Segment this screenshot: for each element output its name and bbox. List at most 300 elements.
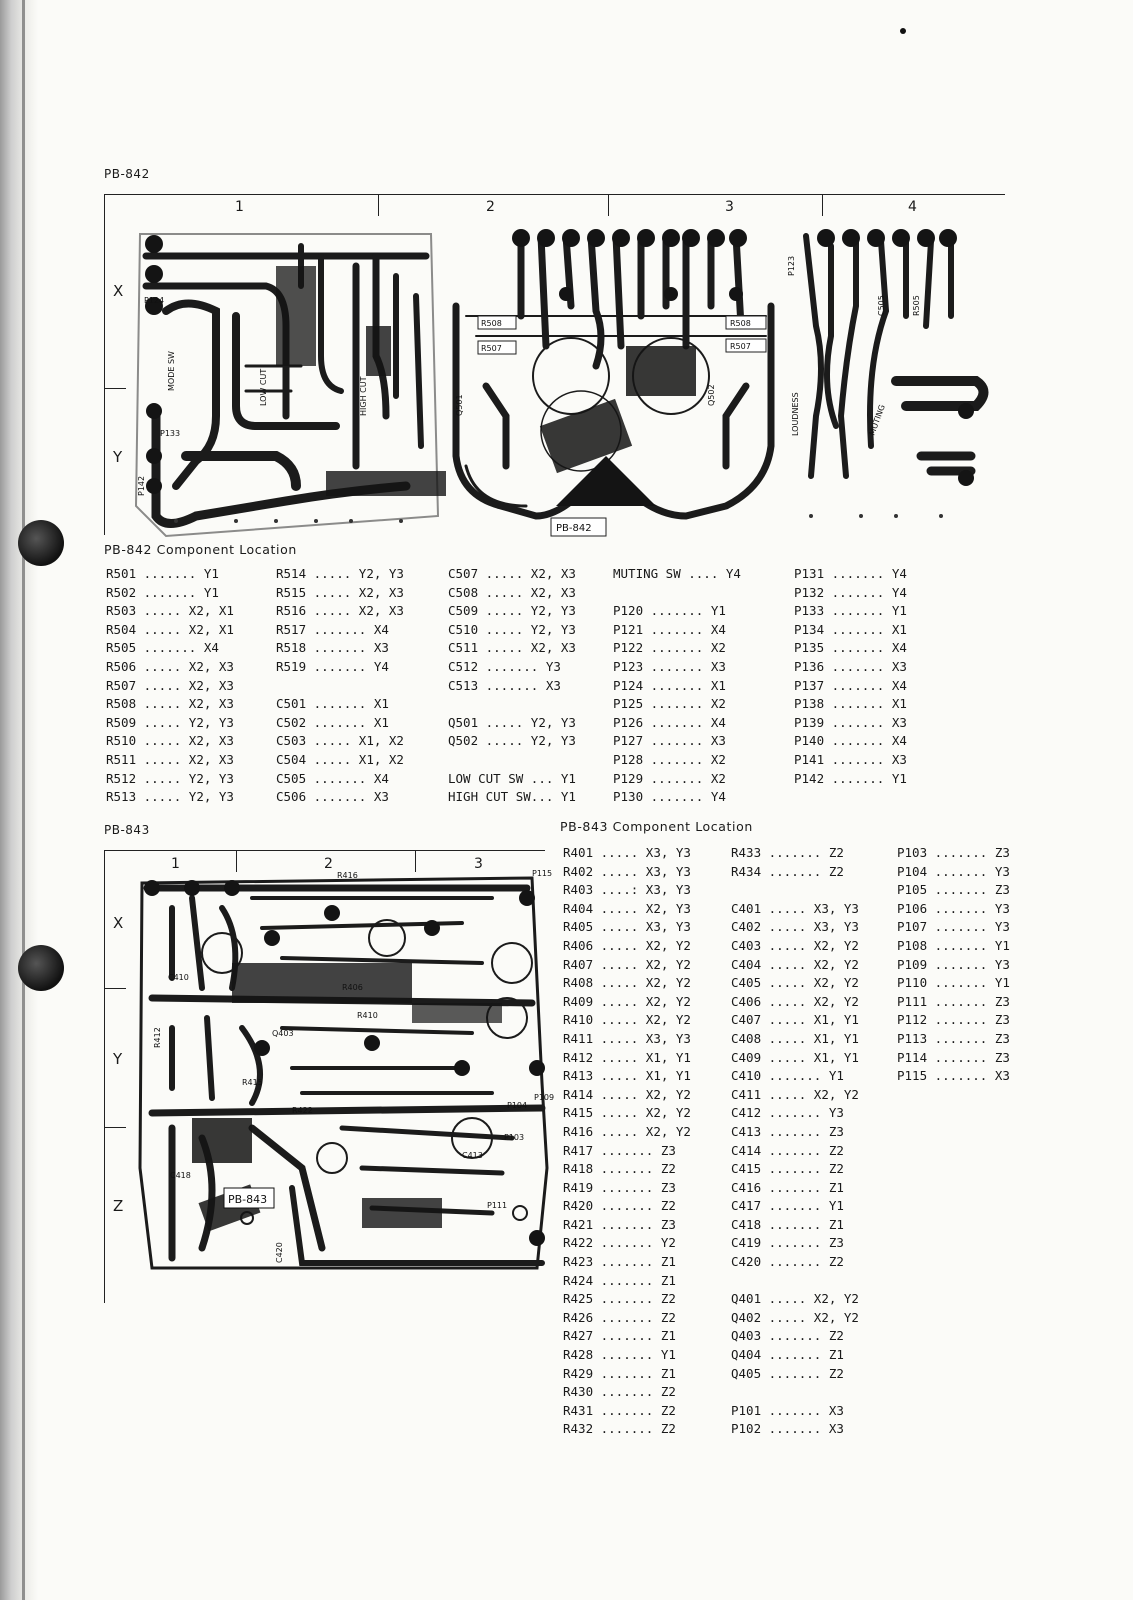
location-entry bbox=[276, 751, 404, 770]
pb842-col-3: 3 bbox=[725, 199, 734, 215]
part-ref: R428 bbox=[563, 1347, 594, 1363]
grid-location: Z2 bbox=[828, 1365, 844, 1381]
pb843-row-x: X bbox=[113, 914, 124, 932]
part-ref: C401 bbox=[731, 900, 762, 916]
location-entry bbox=[613, 602, 741, 621]
location-gap bbox=[448, 751, 576, 770]
part-ref: P125 bbox=[613, 696, 644, 712]
leader-dots: ....... bbox=[761, 845, 829, 860]
part-ref: R414 bbox=[563, 1086, 594, 1102]
part-ref: R513 bbox=[106, 789, 137, 805]
part-ref: C405 bbox=[731, 975, 762, 991]
location-entry bbox=[563, 974, 691, 993]
location-entry bbox=[613, 770, 741, 789]
grid-location: X4 bbox=[710, 714, 726, 730]
location-entry bbox=[731, 937, 859, 956]
grid-location: X4 bbox=[710, 621, 726, 637]
grid-location: X2, Y2 bbox=[813, 993, 859, 1009]
leader-dots: ....... bbox=[927, 882, 995, 898]
location-entry bbox=[731, 1030, 859, 1049]
part-ref: R518 bbox=[276, 640, 307, 656]
grid-location: X2, Y2 bbox=[645, 1105, 691, 1121]
grid-location: X1, Y1 bbox=[813, 1012, 859, 1028]
grid-location: X2, Y2 bbox=[813, 937, 859, 953]
grid-location: X3 bbox=[828, 1402, 844, 1418]
leader-dots: ....... bbox=[824, 677, 892, 693]
leader-dots: ....... bbox=[593, 1384, 661, 1400]
location-entry bbox=[613, 639, 741, 658]
pb842-col-1: 1 bbox=[235, 199, 244, 215]
grid-location: Z2 bbox=[660, 1384, 676, 1400]
part-ref: P142 bbox=[794, 770, 825, 786]
grid-location: Z3 bbox=[994, 882, 1010, 898]
location-entry bbox=[563, 1067, 691, 1086]
location-entry bbox=[731, 1309, 859, 1328]
pb842-col-2: 2 bbox=[486, 199, 495, 215]
location-entry bbox=[563, 1253, 691, 1272]
grid-location: X3, Y3 bbox=[813, 900, 859, 916]
location-entry bbox=[448, 770, 576, 789]
leader-dots: ..... bbox=[593, 993, 646, 1009]
leader-dots: ....... bbox=[824, 566, 892, 581]
grid-location: X2, X3 bbox=[530, 566, 576, 581]
leader-dots: ..... bbox=[761, 1049, 814, 1065]
part-ref: P128 bbox=[613, 751, 644, 767]
part-ref: C501 bbox=[276, 696, 307, 712]
location-entry bbox=[731, 863, 859, 882]
grid-location: X3 bbox=[545, 677, 561, 693]
part-ref: R431 bbox=[563, 1402, 594, 1418]
location-entry bbox=[794, 658, 907, 677]
location-entry bbox=[731, 1142, 859, 1161]
part-ref: P107 bbox=[897, 919, 928, 935]
part-ref: P133 bbox=[794, 603, 825, 619]
grid-location: X1, Y1 bbox=[645, 1049, 691, 1065]
location-entry bbox=[563, 844, 691, 863]
leader-dots: ....... bbox=[643, 733, 711, 749]
leader-dots: ....... bbox=[927, 863, 995, 879]
part-ref: R401 bbox=[563, 845, 594, 860]
leader-dots: ....... bbox=[761, 1161, 829, 1177]
location-entry bbox=[794, 565, 907, 584]
grid-location: Z1 bbox=[828, 1216, 844, 1232]
part-ref: P115 bbox=[897, 1068, 928, 1084]
leader-dots: ....... bbox=[927, 1068, 995, 1084]
grid-location: Z3 bbox=[660, 1216, 676, 1232]
location-entry bbox=[794, 714, 907, 733]
punch-hole bbox=[18, 520, 64, 566]
location-entry bbox=[897, 993, 1010, 1012]
part-ref: R504 bbox=[106, 621, 137, 637]
location-entry bbox=[794, 621, 907, 640]
leader-dots: ..... bbox=[761, 975, 814, 991]
part-ref: P131 bbox=[794, 566, 825, 581]
location-gap bbox=[731, 1383, 859, 1402]
grid-location: X4 bbox=[373, 621, 389, 637]
silk-r415: R415 bbox=[242, 1078, 263, 1087]
pb842-col-divider bbox=[378, 194, 379, 216]
leader-dots: ....... bbox=[761, 1198, 829, 1214]
location-entry bbox=[613, 621, 741, 640]
part-ref: C413 bbox=[731, 1123, 762, 1139]
location-entry bbox=[106, 584, 234, 603]
part-ref: R430 bbox=[563, 1384, 594, 1400]
grid-location: Y4 bbox=[710, 789, 726, 805]
location-entry bbox=[731, 1234, 859, 1253]
leader-dots: ..... bbox=[761, 1291, 814, 1307]
leader-dots: ..... bbox=[306, 751, 359, 767]
part-ref: R416 bbox=[563, 1123, 594, 1139]
leader-dots: ..... bbox=[478, 714, 531, 730]
binding-edge bbox=[0, 0, 38, 1600]
leader-dots: ....... bbox=[927, 956, 995, 972]
grid-location: Y1 bbox=[994, 975, 1010, 991]
silk-loudness: LOUDNESS bbox=[791, 392, 800, 436]
grid-location: Y4 bbox=[373, 658, 389, 674]
location-entry bbox=[731, 1253, 859, 1272]
location-entry bbox=[731, 1402, 859, 1421]
location-entry bbox=[613, 788, 741, 807]
grid-location: X2, X3 bbox=[358, 584, 404, 600]
leader-dots: ....... bbox=[306, 658, 374, 674]
leader-dots: ....... bbox=[927, 975, 995, 991]
part-ref: C412 bbox=[731, 1105, 762, 1121]
location-gap bbox=[731, 1272, 859, 1291]
grid-location: X2, X3 bbox=[188, 733, 234, 749]
location-entry bbox=[563, 1327, 691, 1346]
silk-c413: C413 bbox=[462, 1151, 483, 1160]
grid-location: Y2, Y3 bbox=[188, 770, 234, 786]
part-ref: C507 bbox=[448, 566, 479, 581]
part-ref: R519 bbox=[276, 658, 307, 674]
part-ref: R419 bbox=[563, 1179, 594, 1195]
part-ref: P109 bbox=[897, 956, 928, 972]
part-ref: R403 bbox=[563, 882, 594, 898]
location-entry bbox=[563, 993, 691, 1012]
grid-location: X2, X3 bbox=[188, 677, 234, 693]
location-entry bbox=[276, 639, 404, 658]
leader-dots: ..... bbox=[478, 621, 531, 637]
part-ref: R412 bbox=[563, 1049, 594, 1065]
location-entry bbox=[794, 770, 907, 789]
location-entry bbox=[448, 639, 576, 658]
leader-dots: ....... bbox=[927, 937, 995, 953]
location-entry bbox=[897, 900, 1010, 919]
leader-dots: ....... bbox=[306, 714, 374, 730]
leader-dots: ....... bbox=[306, 789, 374, 805]
leader-dots: ....... bbox=[824, 603, 892, 619]
part-ref: P121 bbox=[613, 621, 644, 637]
location-entry bbox=[448, 714, 576, 733]
part-ref: C504 bbox=[276, 751, 307, 767]
location-entry bbox=[731, 1216, 859, 1235]
location-entry bbox=[731, 1067, 859, 1086]
grid-location: X4 bbox=[373, 770, 389, 786]
location-entry bbox=[106, 732, 234, 751]
grid-location: Z3 bbox=[994, 993, 1010, 1009]
location-entry bbox=[276, 602, 404, 621]
part-ref: P132 bbox=[794, 584, 825, 600]
grid-location: Z2 bbox=[828, 1142, 844, 1158]
part-ref: P103 bbox=[897, 845, 928, 860]
grid-location: X2, Y2 bbox=[645, 956, 691, 972]
part-ref: P134 bbox=[794, 621, 825, 637]
part-ref: R433 bbox=[731, 845, 762, 860]
part-ref: P124 bbox=[613, 677, 644, 693]
grid-location: X3, Y3 bbox=[645, 845, 691, 860]
part-ref: R514 bbox=[276, 566, 307, 581]
leader-dots: ..... bbox=[761, 937, 814, 953]
leader-dots: ....... bbox=[643, 603, 711, 619]
part-ref: C402 bbox=[731, 919, 762, 935]
part-ref: Q501 bbox=[448, 714, 479, 730]
leader-dots: ....... bbox=[593, 1347, 661, 1363]
location-entry bbox=[276, 584, 404, 603]
leader-dots: ..... bbox=[478, 566, 531, 581]
leader-dots: ....... bbox=[761, 1068, 829, 1084]
pb842-loc-col-5 bbox=[794, 565, 907, 788]
location-entry bbox=[731, 844, 859, 863]
grid-location: Z2 bbox=[660, 1291, 676, 1307]
leader-dots: ....... bbox=[927, 1030, 995, 1046]
leader-dots: ..... bbox=[593, 900, 646, 916]
grid-location: Y2, Y3 bbox=[530, 714, 576, 730]
silk-r505: R505 bbox=[912, 295, 921, 316]
part-ref: C512 bbox=[448, 658, 479, 674]
location-entry bbox=[613, 714, 741, 733]
grid-location: Z3 bbox=[994, 845, 1010, 860]
part-ref: Q403 bbox=[731, 1328, 762, 1344]
grid-location: X2, Y2 bbox=[645, 975, 691, 991]
pb842-label: PB-842 bbox=[104, 167, 150, 181]
location-entry bbox=[563, 1104, 691, 1123]
grid-location: X4 bbox=[891, 733, 907, 749]
part-ref: P110 bbox=[897, 975, 928, 991]
grid-location: X3 bbox=[994, 1068, 1010, 1084]
leader-dots: ..... bbox=[306, 733, 359, 749]
silk-muting: MUTING bbox=[867, 403, 887, 437]
leader-dots: ....... bbox=[824, 621, 892, 637]
leader-dots: ....... bbox=[643, 714, 711, 730]
location-entry bbox=[794, 732, 907, 751]
leader-dots: ..... bbox=[136, 751, 189, 767]
silk-p103: P103 bbox=[504, 1133, 525, 1142]
part-ref: P113 bbox=[897, 1030, 928, 1046]
location-entry bbox=[276, 658, 404, 677]
part-ref: P112 bbox=[897, 1012, 928, 1028]
grid-location: Y1 bbox=[203, 566, 219, 581]
part-ref: C414 bbox=[731, 1142, 762, 1158]
location-entry bbox=[448, 788, 576, 807]
part-ref: Q405 bbox=[731, 1365, 762, 1381]
silk-low-cut: LOW CUT bbox=[259, 368, 268, 406]
pb843-col-1: 1 bbox=[171, 856, 180, 872]
location-gap bbox=[731, 881, 859, 900]
leader-dots: ..... bbox=[593, 1068, 646, 1084]
part-ref: R434 bbox=[731, 863, 762, 879]
part-ref: P108 bbox=[897, 937, 928, 953]
part-ref: C508 bbox=[448, 584, 479, 600]
silk-r507-right: R507 bbox=[730, 342, 751, 351]
location-gap bbox=[448, 695, 576, 714]
part-ref: R427 bbox=[563, 1328, 594, 1344]
leader-dots: ..... bbox=[761, 1309, 814, 1325]
grid-location: X1, Y1 bbox=[813, 1049, 859, 1065]
part-ref: R421 bbox=[563, 1216, 594, 1232]
part-ref: R405 bbox=[563, 919, 594, 935]
leader-dots: ....... bbox=[761, 1421, 829, 1437]
location-entry bbox=[897, 1049, 1010, 1068]
leader-dots: ....... bbox=[643, 621, 711, 637]
location-entry bbox=[106, 602, 234, 621]
leader-dots: ....... bbox=[643, 640, 711, 656]
silk-r508-left: R508 bbox=[481, 319, 502, 328]
grid-location: X2, X1 bbox=[188, 621, 234, 637]
leader-dots: ....... bbox=[643, 658, 711, 674]
location-entry bbox=[448, 732, 576, 751]
part-ref: R516 bbox=[276, 603, 307, 619]
grid-location: Z2 bbox=[660, 1421, 676, 1437]
grid-location: Z3 bbox=[828, 1235, 844, 1251]
location-gap bbox=[276, 677, 404, 696]
grid-location: Y2, Y3 bbox=[530, 603, 576, 619]
grid-location: X2, Y2 bbox=[813, 1309, 859, 1325]
leader-dots: ..... bbox=[761, 993, 814, 1009]
location-entry bbox=[731, 1160, 859, 1179]
leader-dots: ....... bbox=[824, 640, 892, 656]
part-ref: R517 bbox=[276, 621, 307, 637]
part-ref: Q502 bbox=[448, 733, 479, 749]
pb843-loc-col-1 bbox=[563, 844, 691, 1439]
leader-dots: ..... bbox=[478, 640, 531, 656]
grid-location: Z2 bbox=[828, 1254, 844, 1270]
part-ref: P120 bbox=[613, 603, 644, 619]
leader-dots: ... bbox=[523, 770, 561, 786]
grid-location: X2, X3 bbox=[188, 658, 234, 674]
leader-dots: ..... bbox=[136, 789, 189, 805]
location-entry bbox=[897, 956, 1010, 975]
grid-location: X3, Y3 bbox=[645, 863, 691, 879]
part-ref: R417 bbox=[563, 1142, 594, 1158]
grid-location: X2, X3 bbox=[188, 696, 234, 712]
location-entry bbox=[731, 1049, 859, 1068]
leader-dots: ....... bbox=[478, 658, 546, 674]
part-ref: R422 bbox=[563, 1235, 594, 1251]
location-entry bbox=[448, 602, 576, 621]
grid-location: X4 bbox=[891, 677, 907, 693]
pb842-location-title: PB-842 Component Location bbox=[104, 542, 297, 557]
part-ref: R511 bbox=[106, 751, 137, 767]
location-entry bbox=[897, 1030, 1010, 1049]
location-entry bbox=[563, 863, 691, 882]
location-entry bbox=[897, 1011, 1010, 1030]
part-ref: R509 bbox=[106, 714, 137, 730]
grid-location: X3, Y3 bbox=[645, 882, 691, 898]
location-entry bbox=[276, 565, 404, 584]
grid-location: X2, X3 bbox=[358, 603, 404, 619]
leader-dots: ....... bbox=[593, 1365, 661, 1381]
leader-dots: ....... bbox=[593, 1328, 661, 1344]
part-ref: R515 bbox=[276, 584, 307, 600]
location-entry bbox=[563, 1420, 691, 1439]
location-entry bbox=[106, 714, 234, 733]
part-ref: R508 bbox=[106, 696, 137, 712]
leader-dots: ....... bbox=[761, 1105, 829, 1121]
grid-location: Z2 bbox=[828, 863, 844, 879]
leader-dots: ....: bbox=[593, 882, 646, 898]
part-ref: P123 bbox=[613, 658, 644, 674]
leader-dots: ..... bbox=[761, 1012, 814, 1028]
pb843-top-rule bbox=[104, 850, 544, 851]
grid-location: Y1 bbox=[710, 603, 726, 619]
location-entry bbox=[563, 1234, 691, 1253]
leader-dots: ....... bbox=[761, 1123, 829, 1139]
leader-dots: ....... bbox=[927, 993, 995, 1009]
grid-location: Z3 bbox=[994, 1049, 1010, 1065]
part-ref: C417 bbox=[731, 1198, 762, 1214]
part-ref: P136 bbox=[794, 658, 825, 674]
leader-dots: ..... bbox=[593, 1012, 646, 1028]
location-entry bbox=[563, 1179, 691, 1198]
location-entry bbox=[276, 714, 404, 733]
location-entry bbox=[276, 695, 404, 714]
part-ref: C419 bbox=[731, 1235, 762, 1251]
grid-location: X2 bbox=[710, 770, 726, 786]
pb842-col-4: 4 bbox=[908, 199, 917, 215]
location-entry bbox=[563, 1383, 691, 1402]
grid-location: X4 bbox=[203, 640, 219, 656]
leader-dots: ..... bbox=[593, 1086, 646, 1102]
location-entry bbox=[794, 751, 907, 770]
leader-dots: ..... bbox=[593, 919, 646, 935]
grid-location: X2, Y3 bbox=[645, 900, 691, 916]
location-entry bbox=[563, 900, 691, 919]
grid-location: X3 bbox=[373, 640, 389, 656]
location-entry bbox=[897, 918, 1010, 937]
leader-dots: ..... bbox=[306, 603, 359, 619]
grid-location: Z3 bbox=[660, 1179, 676, 1195]
location-entry bbox=[794, 602, 907, 621]
grid-location: Z2 bbox=[660, 1402, 676, 1418]
grid-location: X2, Y2 bbox=[813, 975, 859, 991]
location-entry bbox=[276, 732, 404, 751]
part-ref: C506 bbox=[276, 789, 307, 805]
grid-location: X2, Y2 bbox=[813, 1291, 859, 1307]
silk-p142: P142 bbox=[137, 475, 146, 496]
silk-p104: P104 bbox=[507, 1101, 528, 1110]
leader-dots: ....... bbox=[824, 733, 892, 749]
location-entry bbox=[613, 677, 741, 696]
part-ref: R423 bbox=[563, 1254, 594, 1270]
silk-q502: Q502 bbox=[707, 384, 716, 406]
leader-dots: ..... bbox=[136, 658, 189, 674]
leader-dots: ..... bbox=[593, 956, 646, 972]
grid-location: Y1 bbox=[560, 789, 576, 805]
pb843-col-2: 2 bbox=[324, 856, 333, 872]
location-entry bbox=[563, 1123, 691, 1142]
grid-location: Y1 bbox=[828, 1068, 844, 1084]
leader-dots: ....... bbox=[593, 1179, 661, 1195]
grid-location: Z3 bbox=[994, 1012, 1010, 1028]
grid-location: X2, Y2 bbox=[645, 993, 691, 1009]
part-ref: R406 bbox=[563, 937, 594, 953]
grid-location: Y2, Y3 bbox=[188, 714, 234, 730]
location-entry bbox=[731, 974, 859, 993]
location-entry bbox=[106, 639, 234, 658]
part-ref: R424 bbox=[563, 1272, 594, 1288]
leader-dots: ....... bbox=[593, 1161, 661, 1177]
location-entry bbox=[897, 974, 1010, 993]
